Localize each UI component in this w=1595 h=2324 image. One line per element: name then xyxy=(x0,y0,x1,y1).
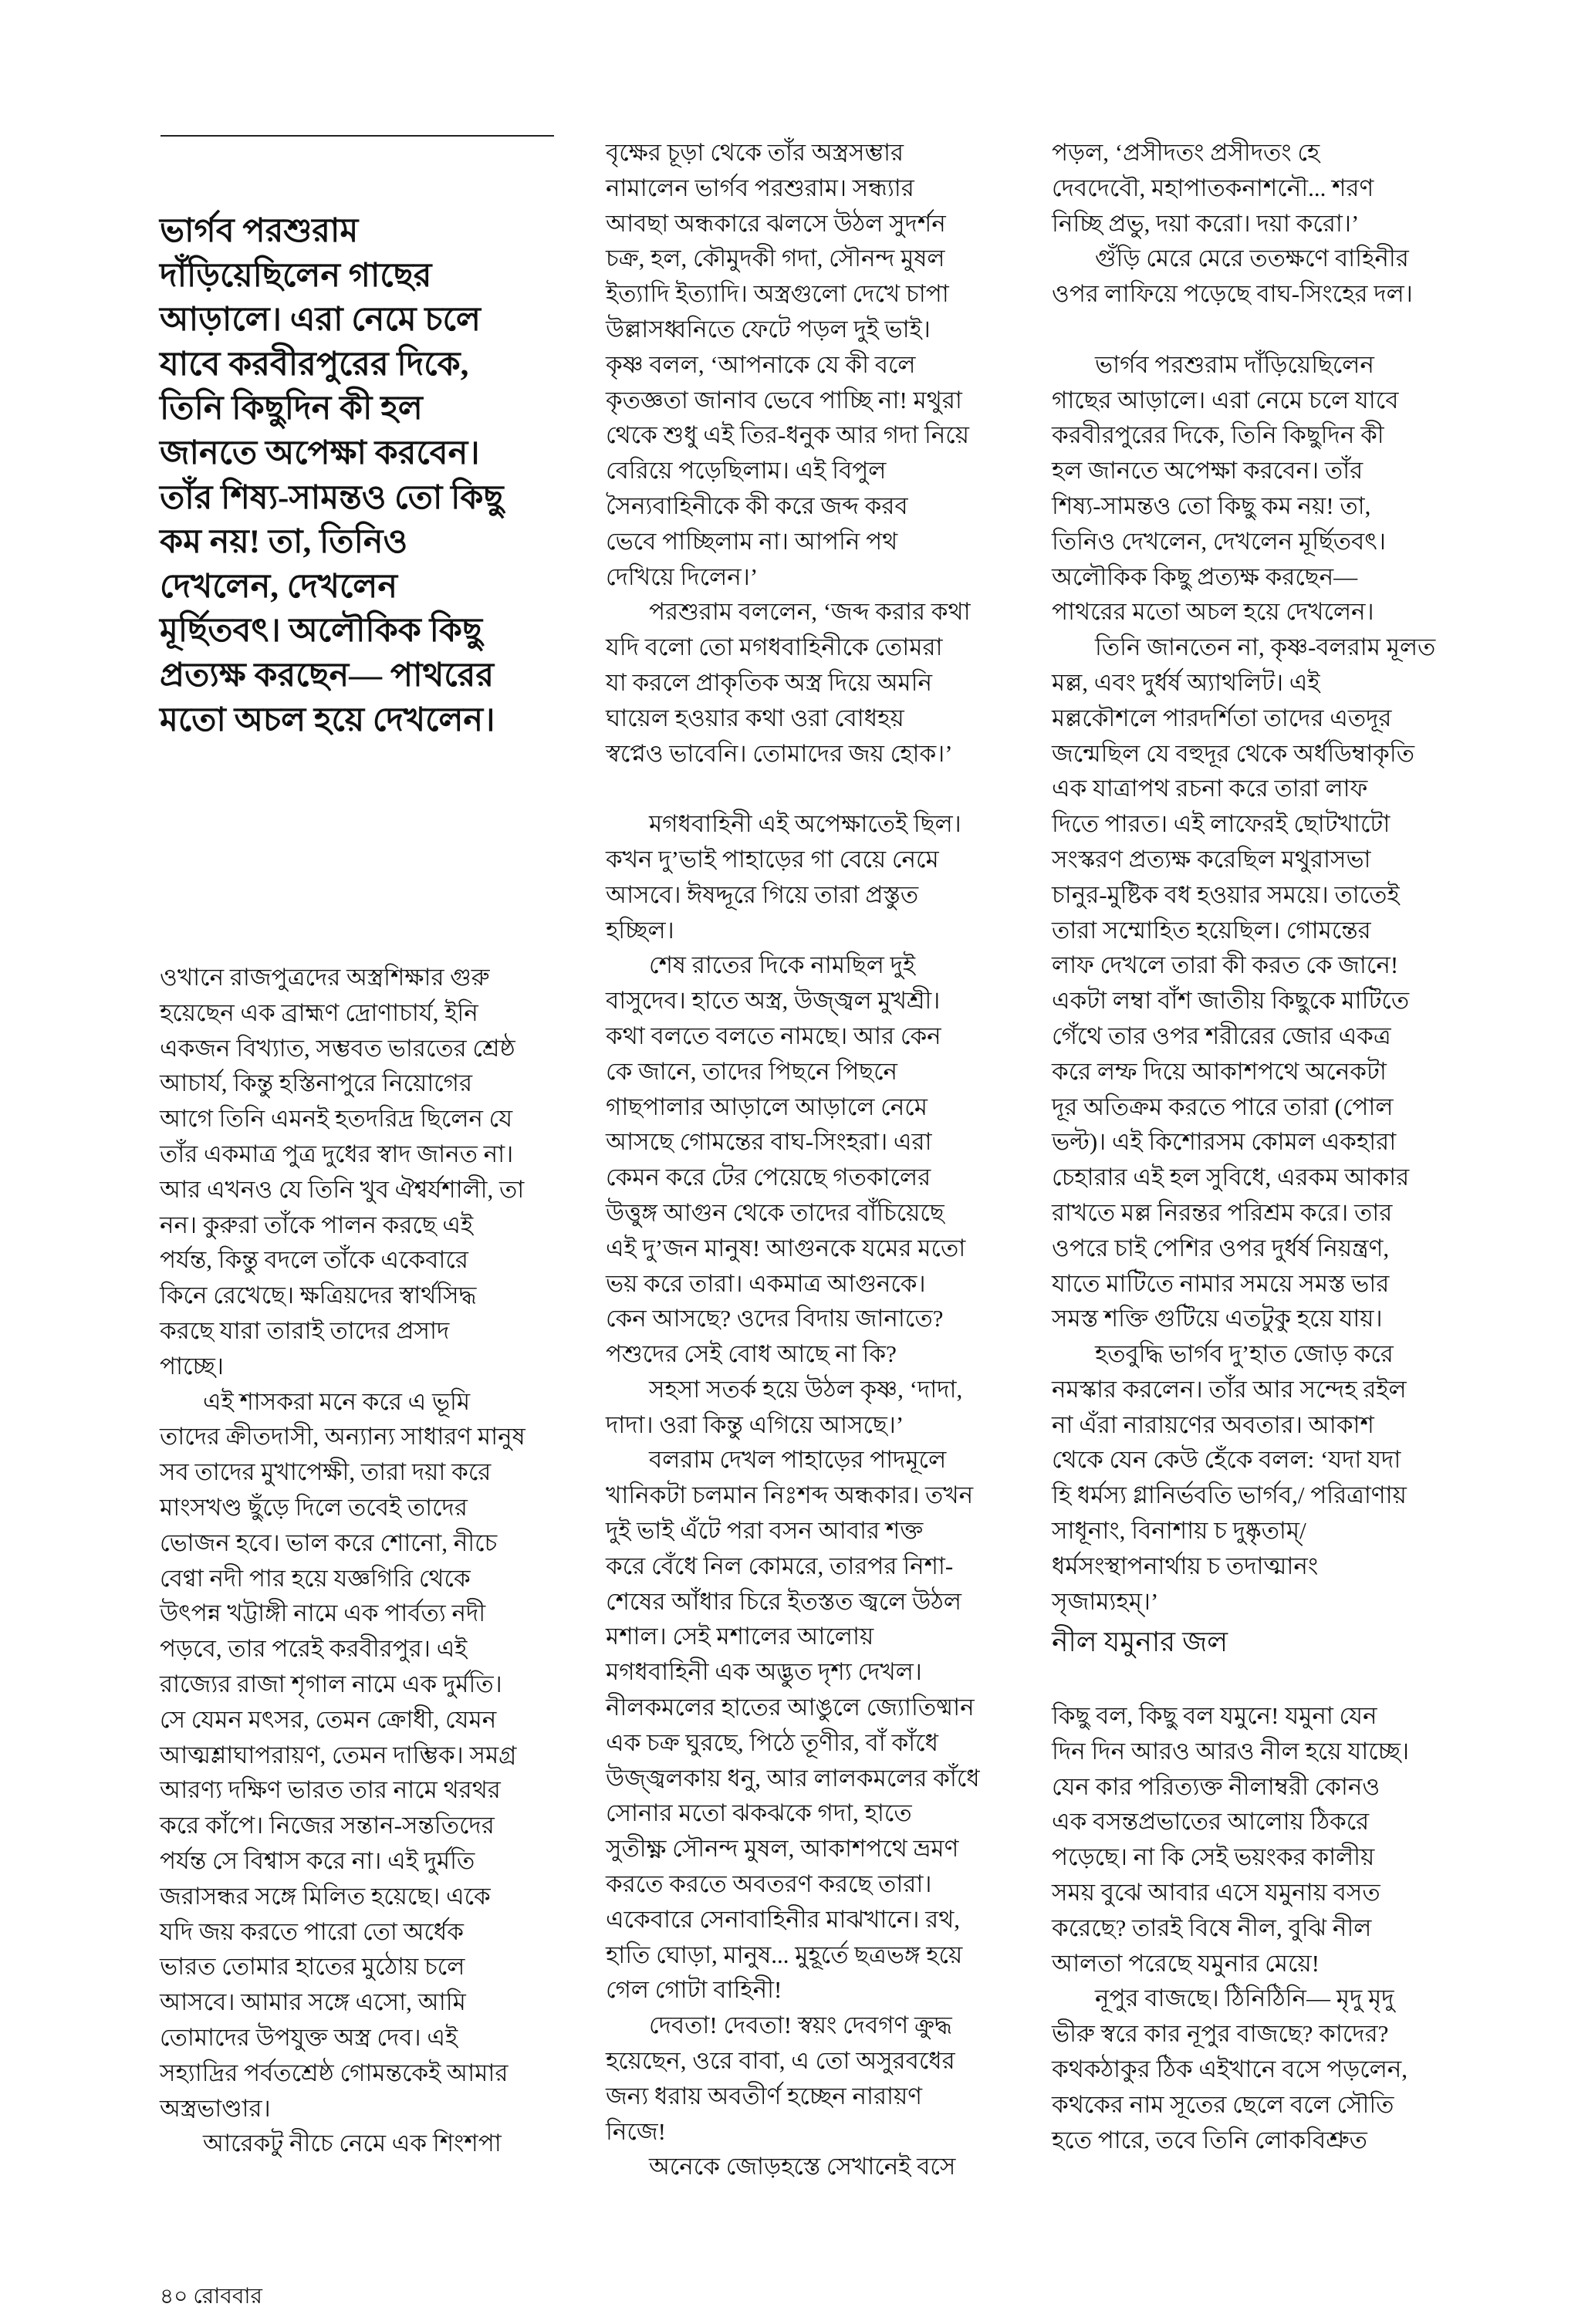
text-line: উত্তুঙ্গ আগুন থেকে তাদের বাঁচিয়েছে xyxy=(606,1198,944,1226)
section-break xyxy=(1052,312,1438,347)
paragraph xyxy=(606,2008,992,2149)
text-line: ভয় করে তারা। একমাত্র আগুনকে। xyxy=(606,1269,926,1297)
text-line: তিনিও দেখলেন, দেখলেন মূর্ছিতবৎ। xyxy=(1052,527,1386,555)
text-line: তিনি জানতেন না, কৃষ্ণ-বলরাম মূলত xyxy=(1095,633,1436,661)
text-line: কেমন করে টের পেয়েছে গতকালের xyxy=(606,1164,931,1191)
text-line: ভল্ট)। এই কিশোরসম কোমল একহারা xyxy=(1052,1128,1397,1156)
pull-quote-line: ভার্গব পরশুরাম xyxy=(160,213,359,249)
text-line: যা করলে প্রাকৃতিক অস্ত্র দিয়ে অমনি xyxy=(606,668,933,696)
paragraph xyxy=(606,1442,992,2008)
text-line: আসবে। ঈষদ্দূরে গিয়ে তারা প্রস্তুত xyxy=(606,880,919,908)
text-line: জরাসন্ধর সঙ্গে মিলিত হয়েছে। একে xyxy=(160,1882,491,1910)
text-line: হতে পারে, তবে তিনি লোকবিশ্রুত xyxy=(1052,2126,1367,2153)
pull-quote-line: যাবে করবীরপুরের দিকে, xyxy=(160,346,469,383)
text-line: রাখতে মল্ল নিরন্তর পরিশ্রম করে। তার xyxy=(1052,1198,1393,1226)
text-line: নিজে! xyxy=(606,2117,666,2145)
text-line: এই দু’জন মানুষ! আগুনকে যমের মতো xyxy=(606,1234,966,1262)
text-line: আরণ্য দক্ষিণ ভারত তার নামে থরথর xyxy=(160,1776,501,1804)
text-line: না এঁরা নারায়ণের অবতার। আকাশ xyxy=(1052,1410,1374,1438)
text-line: দুই ভাই এঁটে পরা বসন আবার শক্ত xyxy=(606,1517,924,1545)
text-line: নন। কুরুরা তাঁকে পালন করছে এই xyxy=(160,1211,474,1238)
text-line: কিনে রেখেছে। ক্ষত্রিয়দের স্বার্থসিদ্ধ xyxy=(160,1282,477,1309)
text-line: দূর অতিক্রম করতে পারে তারা (পোল xyxy=(1052,1093,1394,1120)
paragraph xyxy=(606,806,992,948)
text-line: ইত্যাদি ইত্যাদি। অস্ত্রগুলো দেখে চাপা xyxy=(606,280,949,308)
text-line: ওপরে চাই পেশির ওপর দুর্ধর্ষ নিয়ন্ত্রণ, xyxy=(1052,1234,1390,1262)
text-line: করে বেঁধে নিল কোমরে, তারপর নিশা- xyxy=(606,1552,954,1579)
text-line: সোনার মতো ঝকঝকে গদা, হাতে xyxy=(606,1799,912,1827)
text-line: কৃষ্ণ বলল, ‘আপনাকে যে কী বলে xyxy=(606,350,916,378)
text-line: করে লম্ফ দিয়ে আকাশপথে অনেকটা xyxy=(1052,1057,1387,1085)
text-line: লাফ দেখলে তারা কী করত কে জানে! xyxy=(1052,951,1399,979)
text-column-right-top xyxy=(1052,135,1438,1619)
text-line: ভোজন হবে। ভাল করে শোনো, নীচে xyxy=(160,1529,498,1556)
text-line: জন্মেছিল যে বহুদূর থেকে অর্ধডিম্বাকৃতি xyxy=(1052,739,1414,767)
text-line: করেছে? তারই বিষে নীল, বুঝি নীল xyxy=(1052,1914,1372,1941)
text-line: ঘায়েল হওয়ার কথা ওরা বোধহয় xyxy=(606,704,904,731)
text-line: গেঁথে তার ওপর শরীরের জোর একত্র xyxy=(1052,1022,1391,1049)
pull-quote-line: দেখলেন, দেখলেন xyxy=(160,568,398,605)
text-line: খানিকটা চলমান নিঃশব্দ অন্ধকার। তখন xyxy=(606,1481,974,1509)
paragraph xyxy=(1052,630,1438,1336)
text-line: এই শাসকরা মনে করে এ ভূমি xyxy=(203,1387,471,1415)
pull-quote-line: মতো অচল হয়ে দেখলেন। xyxy=(160,701,495,738)
paragraph xyxy=(606,594,992,771)
paragraph xyxy=(1052,1698,1438,1981)
text-line: দেবদেবৌ, মহাপাতকনাশনৌ... শরণ xyxy=(1052,174,1374,201)
text-line: সমস্ত শক্তি গুটিয়ে এতটুকু হয়ে যায়। xyxy=(1052,1305,1383,1333)
text-line: পর্যন্ত, কিন্তু বদলে তাঁকে একেবারে xyxy=(160,1246,468,1274)
text-line: নামালেন ভার্গব পরশুরাম। সন্ধ্যার xyxy=(606,174,914,201)
paragraph xyxy=(606,135,992,594)
text-line: সময় বুঝে আবার এসে যমুনায় বসত xyxy=(1052,1878,1380,1906)
text-line: আরেকটু নীচে নেমে এক শিংশপা xyxy=(203,2130,502,2157)
text-line: তোমাদের উপযুক্ত অস্ত্র দেব। এই xyxy=(160,2023,458,2051)
text-line: শিষ্য-সামন্তও তো কিছু কম নয়! তা, xyxy=(1052,491,1371,519)
text-line: তাদের ক্রীতদাসী, অন্যান্য সাধারণ মানুষ xyxy=(160,1423,525,1451)
text-line: মশাল। সেই মশালের আলোয় xyxy=(606,1623,874,1650)
paragraph xyxy=(160,1384,561,2126)
text-line: সহ্যাদ্রির পর্বতশ্রেষ্ঠ গোমন্তকেই আমার xyxy=(160,2059,509,2086)
pull-quote-line: তিনি কিছুদিন কী হল xyxy=(160,390,423,427)
text-line: আগে তিনি এমনই হতদরিদ্র ছিলেন যে xyxy=(160,1105,513,1133)
text-line: গাছপালার আড়ালে আড়ালে নেমে xyxy=(606,1093,928,1120)
text-line: সৈন্যবাহিনীকে কী করে জব্দ করব xyxy=(606,491,908,519)
section-break xyxy=(606,771,992,806)
text-line: করতে করতে অবতরণ করছে তারা। xyxy=(606,1870,932,1898)
text-line: এক যাত্রাপথ রচনা করে তারা লাফ xyxy=(1052,775,1368,802)
text-line: তারা সম্মোহিত হয়েছিল। গোমন্তের xyxy=(1052,916,1371,944)
paragraph xyxy=(160,960,561,1384)
text-column-middle xyxy=(606,135,992,2184)
text-line: হয়েছেন, ওরে বাবা, এ তো অসুরবধের xyxy=(606,2047,955,2075)
text-line: সব তাদের মুখাপেক্ষী, তারা দয়া করে xyxy=(160,1458,492,1486)
text-line: ধর্মসংস্থাপনার্থায় চ তদাত্মানং xyxy=(1052,1552,1319,1579)
text-line: কথা বলতে বলতে নামছে। আর কেন xyxy=(606,1022,941,1049)
text-line: পরশুরাম বললেন, ‘জব্দ করার কথা xyxy=(649,598,971,626)
text-line: বেণ্বা নদী পার হয়ে যজ্ঞগিরি থেকে xyxy=(160,1564,471,1592)
text-line: আত্মশ্লাঘাপরায়ণ, তেমন দাম্ভিক। সমগ্র xyxy=(160,1741,517,1768)
text-line: যেন কার পরিত্যক্ত নীলাম্বরী কোনও xyxy=(1052,1772,1380,1800)
text-line: দেখিয়ে দিলেন।’ xyxy=(606,562,759,590)
text-line: স্বপ্নেও ভাবেনি। তোমাদের জয় হোক।’ xyxy=(606,739,953,767)
text-line: বলরাম দেখল পাহাড়ের পাদমূলে xyxy=(649,1446,947,1474)
text-line: এক বসন্তপ্রভাতের আলোয় ঠিকরে xyxy=(1052,1808,1370,1836)
text-line: আর এখনও যে তিনি খুব ঐশ্বর্যশালী, তা xyxy=(160,1175,525,1203)
text-line: আচার্য, কিন্তু হস্তিনাপুরে নিয়োগের xyxy=(160,1069,473,1097)
text-line: চেহারার এই হল সুবিধে, এরকম আকার xyxy=(1052,1164,1410,1191)
text-line: পাথরের মতো অচল হয়ে দেখলেন। xyxy=(1052,598,1374,626)
text-line: হি ধর্মস্য গ্লানির্ভবতি ভার্গব,/ পরিত্রাণায় xyxy=(1052,1481,1407,1509)
text-line: রাজ্যের রাজা শৃগাল নামে এক দুর্মতি। xyxy=(160,1670,502,1697)
text-line: গাছের আড়ালে। এরা নেমে চলে যাবে xyxy=(1052,386,1399,414)
paragraph xyxy=(1052,135,1438,241)
text-line: একেবারে সেনাবাহিনীর মাঝখানে। রথ, xyxy=(606,1905,961,1933)
paragraph xyxy=(160,2126,561,2161)
paragraph xyxy=(1052,347,1438,630)
text-line: ভীরু স্বরে কার নূপুর বাজছে? কাদের? xyxy=(1052,2020,1389,2048)
text-line: করে কাঁপে। নিজের সন্তান-সন্ততিদের xyxy=(160,1812,495,1839)
text-line: হতবুদ্ধি ভার্গব দু’হাত জোড় করে xyxy=(1095,1340,1394,1368)
text-line: বাসুদেব। হাতে অস্ত্র, উজ্জ্বল মুখশ্রী। xyxy=(606,987,941,1015)
text-line: জন্য ধরায় অবতীর্ণ হচ্ছেন নারায়ণ xyxy=(606,2082,923,2110)
text-line: কথকের নাম সূতের ছেলে বলে সৌতি xyxy=(1052,2090,1394,2118)
text-line: দাদা। ওরা কিন্তু এগিয়ে আসছে।’ xyxy=(606,1410,904,1438)
section-subheading: নীল যমুনার জল xyxy=(1052,1626,1228,1657)
text-line: অস্ত্রভাণ্ডার। xyxy=(160,2094,271,2122)
text-line: দেবতা! দেবতা! স্বয়ং দেবগণ ক্রুদ্ধ xyxy=(649,2012,952,2039)
publication-name: রোববার xyxy=(193,2285,262,2309)
text-column-left xyxy=(160,960,561,2161)
text-line: এক চক্র ঘুরছে, পিঠে তূণীর, বাঁ কাঁধে xyxy=(606,1728,938,1756)
pull-quote-line: মূর্ছিতবৎ। অলৌকিক কিছু xyxy=(160,613,483,650)
pull-quote-line: জানতে অপেক্ষা করবেন। xyxy=(160,434,480,471)
text-line: হচ্ছিল। xyxy=(606,916,674,944)
text-line: ওপর লাফিয়ে পড়েছে বাঘ-সিংহের দল। xyxy=(1052,280,1413,308)
text-line: ওখানে রাজপুত্রদের অস্ত্রশিক্ষার গুরু xyxy=(160,964,490,991)
pull-quote-line: দাঁড়িয়েছিলেন গাছের xyxy=(160,257,432,294)
text-line: কৃতজ্ঞতা জানাব ভেবে পাচ্ছি না! মথুরা xyxy=(606,386,962,414)
pull-quote-line: আড়ালে। এরা নেমে চলে xyxy=(160,302,481,339)
text-line: থেকে শুধু এই তির-ধনুক আর গদা নিয়ে xyxy=(606,421,970,449)
text-column-right-bottom xyxy=(1052,1698,1438,2157)
text-line: কে জানে, তাদের পিছনে পিছনে xyxy=(606,1057,898,1085)
text-line: অনেকে জোড়হস্তে সেখানেই বসে xyxy=(649,2153,956,2180)
text-line: বৃক্ষের চূড়া থেকে তাঁর অস্ত্রসম্ভার xyxy=(606,139,904,166)
text-line: মগধবাহিনী এক অদ্ভুত দৃশ্য দেখল। xyxy=(606,1658,922,1686)
text-line: একজন বিখ্যাত, সম্ভবত ভারতের শ্রেষ্ঠ xyxy=(160,1034,515,1062)
paragraph xyxy=(1052,1336,1438,1619)
text-line: নমস্কার করলেন। তাঁর আর সন্দেহ রইল xyxy=(1052,1375,1407,1403)
text-line: পড়বে, তার পরেই করবীরপুর। এই xyxy=(160,1635,468,1663)
text-line: নীলকমলের হাতের আঙুলে জ্যোতিষ্মান xyxy=(606,1694,975,1721)
text-line: মাংসখণ্ড ছুঁড়ে দিলে তবেই তাদের xyxy=(160,1493,468,1521)
pull-quote xyxy=(160,209,561,742)
paragraph xyxy=(1052,1981,1438,2157)
text-line: হাতি ঘোড়া, মানুষ... মুহূর্তে ছত্রভঙ্গ হয়ে xyxy=(606,1941,963,1968)
text-line: চক্র, হল, কৌমুদকী গদা, সৌনন্দ মুষল xyxy=(606,245,945,272)
text-line: কেন আসছে? ওদের বিদায় জানাতে? xyxy=(606,1305,944,1333)
text-line: করবীরপুরের দিকে, তিনি কিছুদিন কী xyxy=(1052,421,1384,449)
text-line: কথকঠাকুর ঠিক এইখানে বসে পড়লেন, xyxy=(1052,2055,1408,2082)
text-line: উৎপন্ন খট্টাঙ্গী নামে এক পার্বত্য নদী xyxy=(160,1599,486,1627)
text-line: সংস্করণ প্রত্যক্ষ করেছিল মথুরাসভা xyxy=(1052,845,1371,873)
text-line: সহসা সতর্ক হয়ে উঠল কৃষ্ণ, ‘দাদা, xyxy=(649,1375,963,1403)
text-line: হল জানতে অপেক্ষা করবেন। তাঁর xyxy=(1052,457,1364,485)
text-line: যাতে মাটিতে নামার সময়ে সমস্ত ভার xyxy=(1052,1269,1390,1297)
text-line: সে যেমন মৎসর, তেমন ক্রোধী, যেমন xyxy=(160,1705,497,1733)
text-line: আসছে গোমন্তের বাঘ-সিংহরা। এরা xyxy=(606,1128,932,1156)
text-line: যদি জয় করতে পারো তো অর্ধেক xyxy=(160,1917,464,1945)
page-footer xyxy=(160,2284,262,2310)
text-line: আবছা অন্ধকারে ঝলসে উঠল সুদর্শন xyxy=(606,209,946,237)
text-line: শেষের আঁধার চিরে ইতস্তত জ্বলে উঠল xyxy=(606,1587,961,1615)
text-line: পশুদের সেই বোধ আছে না কি? xyxy=(606,1340,897,1368)
text-line: ভারত তোমার হাতের মুঠোয় চলে xyxy=(160,1953,465,1981)
text-line: সাধূনাং, বিনাশায় চ দুষ্কৃতাম্/ xyxy=(1052,1517,1306,1545)
paragraph xyxy=(606,1372,992,1443)
text-line: চানুর-মুষ্টিক বধ হওয়ার সময়ে। তাতেই xyxy=(1052,880,1400,908)
paragraph xyxy=(606,948,992,1372)
paragraph xyxy=(606,2149,992,2184)
text-line: উল্লাসধ্বনিতে ফেটে পড়ল দুই ভাই। xyxy=(606,315,931,343)
text-line: গেল গোটা বাহিনী! xyxy=(606,1976,782,2004)
text-line: শেষ রাতের দিকে নামছিল দুই xyxy=(649,951,915,979)
text-line: মল্ল, এবং দুর্ধর্ষ অ্যাথলিট। এই xyxy=(1052,668,1320,696)
text-line: তাঁর একমাত্র পুত্র দুধের স্বাদ জানত না। xyxy=(160,1140,514,1167)
text-line: বেরিয়ে পড়েছিলাম। এই বিপুল xyxy=(606,457,887,485)
text-line: দিতে পারত। এই লাফেরই ছোটখাটো xyxy=(1052,810,1391,838)
text-line: দিন দিন আরও আরও নীল হয়ে যাচ্ছে। xyxy=(1052,1737,1410,1765)
text-line: যদি বলো তো মগধবাহিনীকে তোমরা xyxy=(606,633,943,661)
text-line: কখন দু’ভাই পাহাড়ের গা বেয়ে নেমে xyxy=(606,845,939,873)
text-line: পর্যন্ত সে বিশ্বাস করে না। এই দুর্মতি xyxy=(160,1846,475,1874)
text-line: মগধবাহিনী এই অপেক্ষাতেই ছিল। xyxy=(649,810,961,838)
text-line: আসবে। আমার সঙ্গে এসো, আমি xyxy=(160,1988,466,2016)
pull-quote-top-rule xyxy=(161,135,554,137)
pull-quote-line: তাঁর শিষ্য-সামন্তও তো কিছু xyxy=(160,479,504,516)
text-line: থেকে যেন কেউ হেঁকে বলল: ‘যদা যদা xyxy=(1052,1446,1401,1474)
text-line: নিচ্ছি প্রভু, দয়া করো। দয়া করো।’ xyxy=(1052,209,1360,237)
text-line: উজ্জ্বলকায় ধনু, আর লালকমলের কাঁধে xyxy=(606,1764,980,1792)
text-line: সৃজাম্যহম্।’ xyxy=(1052,1587,1159,1615)
text-line: মল্লকৌশলে পারদর্শিতা তাদের এতদূর xyxy=(1052,704,1392,731)
text-line: একটা লম্বা বাঁশ জাতীয় কিছুকে মাটিতে xyxy=(1052,987,1410,1015)
text-line: পড়েছে। না কি সেই ভয়ংকর কালীয় xyxy=(1052,1843,1375,1871)
text-line: হয়েছেন এক ব্রাহ্মণ দ্রোণাচার্য, ইনি xyxy=(160,998,478,1026)
text-line: গুঁড়ি মেরে মেরে ততক্ষণে বাহিনীর xyxy=(1095,245,1409,272)
pull-quote-line: প্রত্যক্ষ করছেন— পাথরের xyxy=(160,657,494,694)
text-line: ভার্গব পরশুরাম দাঁড়িয়েছিলেন xyxy=(1095,350,1374,378)
text-line: ভেবে পাচ্ছিলাম না। আপনি পথ xyxy=(606,527,898,555)
text-line: করছে যারা তারাই তাদের প্রসাদ xyxy=(160,1316,450,1344)
text-line: পাচ্ছে। xyxy=(160,1352,224,1380)
text-line: আলতা পরেছে যমুনার মেয়ে! xyxy=(1052,1949,1320,1977)
text-line: অলৌকিক কিছু প্রত্যক্ষ করছেন— xyxy=(1052,562,1358,590)
text-line: কিছু বল, কিছু বল যমুনে! যমুনা যেন xyxy=(1052,1702,1377,1729)
pull-quote-line: কম নয়! তা, তিনিও xyxy=(160,524,408,561)
page-number: ৪০ xyxy=(160,2285,188,2309)
paragraph xyxy=(1052,241,1438,312)
text-line: সুতীক্ষ্ণ সৌনন্দ মুষল, আকাশপথে ভ্রমণ xyxy=(606,1835,959,1863)
text-line: নূপুর বাজছে। ঠিনিঠিনি— মৃদু মৃদু xyxy=(1095,1985,1394,2012)
text-line: পড়ল, ‘প্রসীদতং প্রসীদতং হে xyxy=(1052,139,1320,166)
